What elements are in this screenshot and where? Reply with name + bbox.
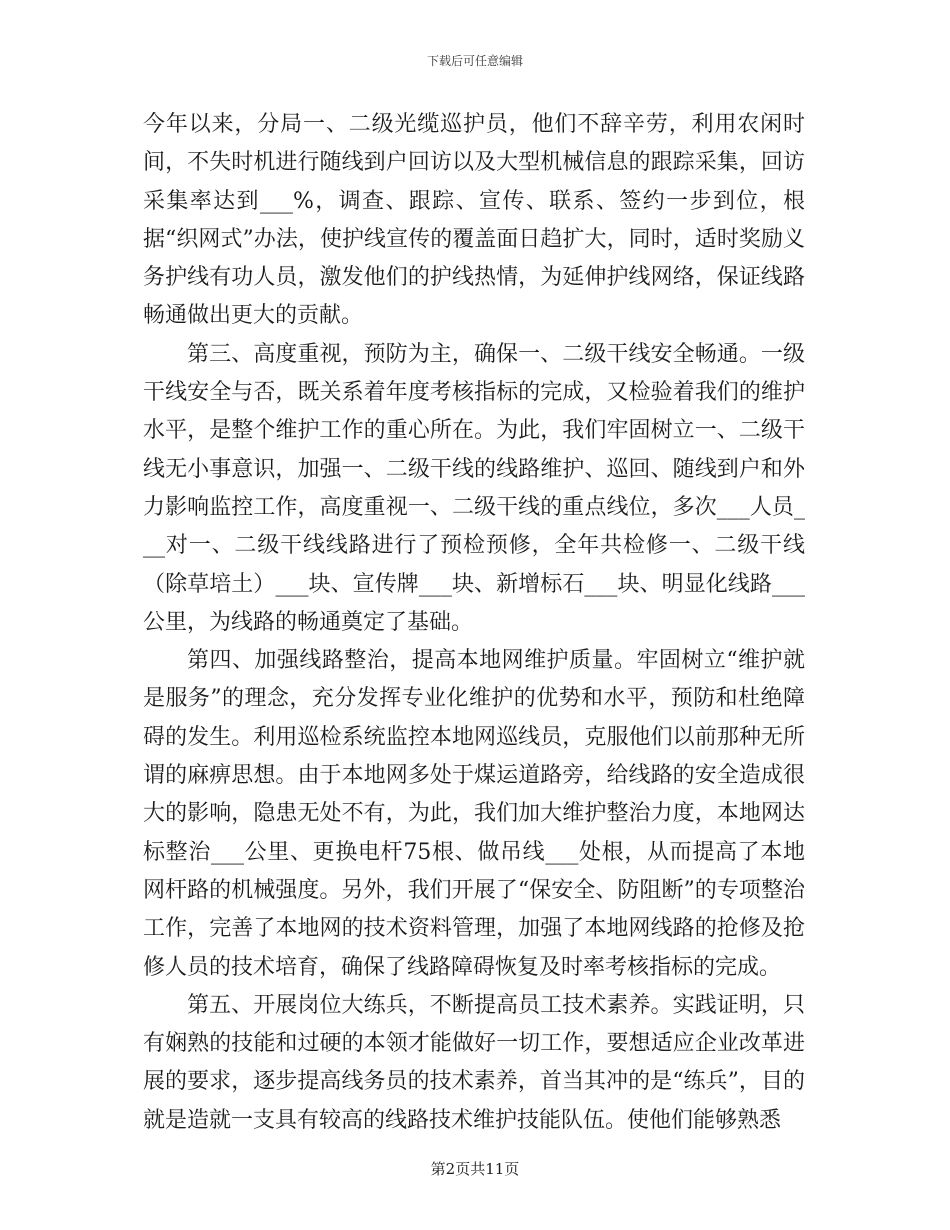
paragraph-4: 第五、开展岗位大练兵，不断提高员工技术素养。实践证明，只有娴熟的技能和过硬的本领才能做好一切工作，要想适应企业改革进展的要求，逐步提高线务员的技术素养，首当其冲的是“练兵”，目的就是造就一支具有较高的线路技术维护技能队伍。使他们能够熟悉 (143, 992, 805, 1133)
page-header: 下载后可任意编辑 (426, 54, 523, 68)
document-body (143, 106, 805, 1140)
paragraph-3: 第四、加强线路整治，提高本地网维护质量。牢固树立“维护就是服务”的理念，充分发挥专业化维护的优势和水平，预防和杜绝障碍的发生。利用巡检系统监控本地网巡线员，克服他们以前那种无所谓的麻痹思想。由于本地网多处于煤运道路旁，给线路的安全造成很大的影响，隐患无处不有，为此，我们加大维护整治力度，本地网达标整治___公里、更换电杆75根、做吊线___处根，从而提高了本地网杆路的机械强度。另外，我们开展了“保安全、防阻断”的专项整治工作，完善了本地网的技术资料管理，加强了本地网线路的抢修及抢修人员的技术培育，确保了线路障碍恢复及时率考核指标的完成。 (143, 648, 805, 980)
paragraph-1: 今年以来，分局一、二级光缆巡护员，他们不辞辛劳，利用农闲时间，不失时机进行随线到户回访以及大型机械信息的跟踪采集，回访采集率达到___%，调查、跟踪、宣传、联系、签约一步到位，根据“织网式”办法，使护线宣传的覆盖面日趋扩大，同时，适时奖励义务护线有功人员，激发他们的护线热情，为延伸护线网络，保证线路畅通做出更大的贡献。 (143, 112, 806, 329)
paragraph-2: 第三、高度重视，预防为主，确保一、二级干线安全畅通。一级干线安全与否，既关系着年度考核指标的完成，又检验着我们的维护水平，是整个维护工作的重心所在。为此，我们牢固树立一、二级干线无小事意识，加强一、二级干线的线路维护、巡回、随线到户和外力影响监控工作，高度重视一、二级干线的重点线位，多次___人员___对一、二级干线线路进行了预检预修，全年共检修一、二级干线（除草培土）___块、宣传牌___块、新增标石___块、明显化线路___公里，为线路的畅通奠定了基础。 (143, 341, 805, 635)
page-footer: 第2页共11页 (430, 1160, 520, 1178)
